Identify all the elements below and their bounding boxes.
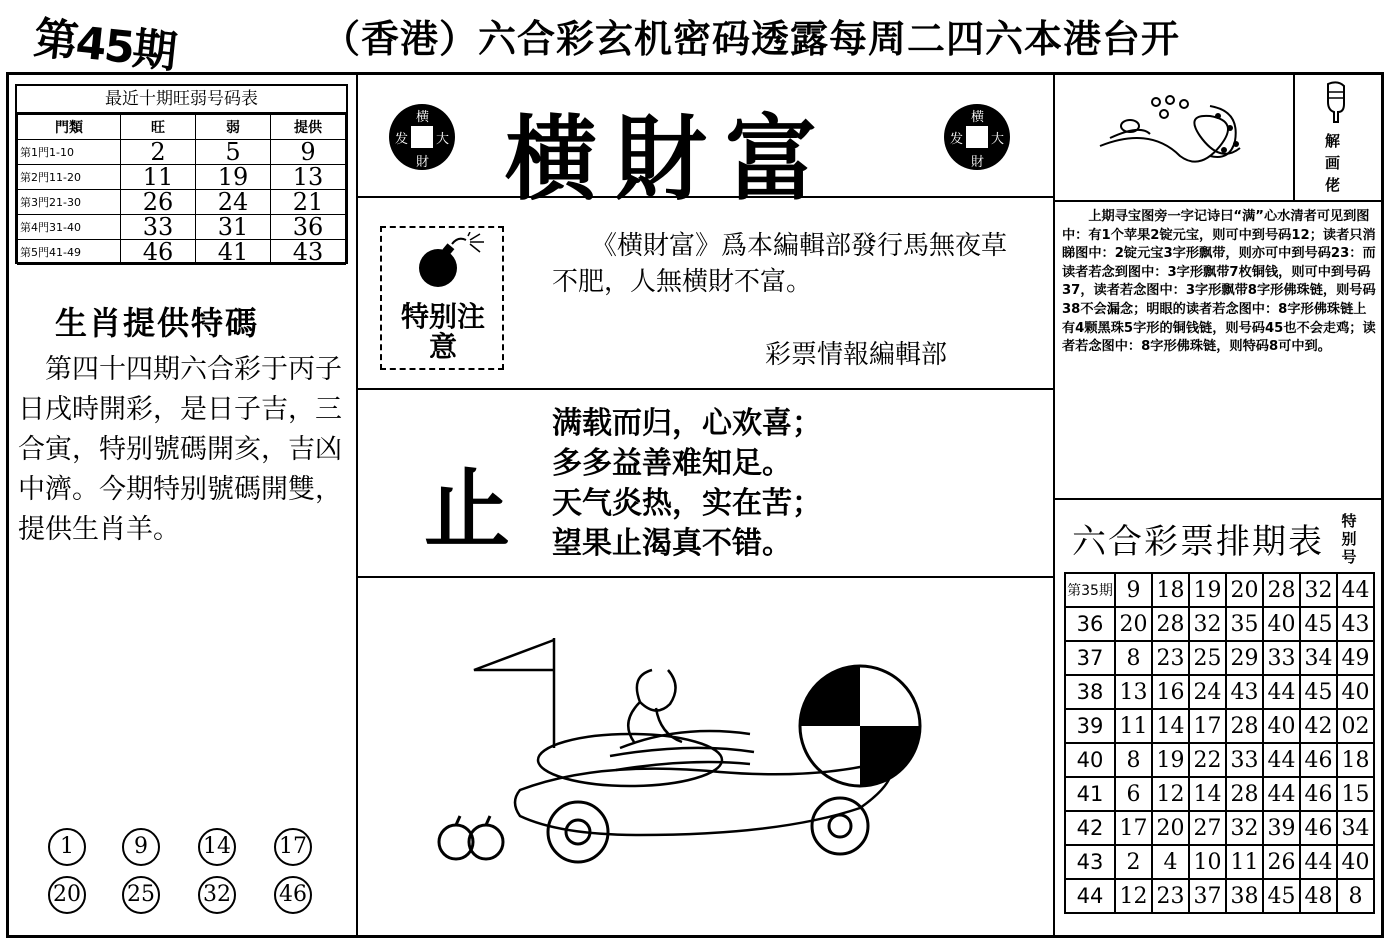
number-cell: 33 [1226,743,1263,777]
special-number-cell: 15 [1337,777,1374,811]
offer-cell: 43 [271,240,346,265]
number-cell: 44 [1263,675,1300,709]
hot-cell: 46 [121,240,196,265]
cold-cell: 41 [196,240,271,265]
col-header: 弱 [196,115,271,140]
schedule-row [1065,675,1374,709]
number-cell: 28 [1226,777,1263,811]
poem-line: 天气炎热，实在苦； [552,486,822,521]
number-ball: 1 [48,828,86,866]
special-number-cell: 44 [1337,573,1374,607]
number-cell: 8 [1115,743,1152,777]
number-cell: 14 [1152,709,1189,743]
special-label: 特别号 [1341,512,1357,566]
period-cell: 40 [1065,743,1115,777]
divider-hint [1293,72,1295,200]
number-cell: 46 [1300,811,1337,845]
number-cell: 44 [1263,743,1300,777]
number-cell: 48 [1300,879,1337,913]
number-cell: 9 [1115,573,1152,607]
period-cell: 39 [1065,709,1115,743]
cold-cell: 5 [196,140,271,165]
period-cell: 43 [1065,845,1115,879]
number-cell: 8 [1115,641,1152,675]
number-cell: 28 [1263,573,1300,607]
range-cell: 第1門1-10 [18,140,121,165]
number-cell: 4 [1152,845,1189,879]
schedule-row [1065,573,1374,607]
period-cell: 38 [1065,675,1115,709]
intro-signature: 彩票情報編輯部 [765,340,948,370]
special-number-cell: 40 [1337,675,1374,709]
hot-cold-grid [17,114,346,265]
offer-cell: 36 [271,215,346,240]
schedule-row [1065,777,1374,811]
number-ball: 25 [122,876,160,914]
number-cell: 19 [1189,573,1226,607]
poem-line: 满载而归，心欢喜； [552,406,822,441]
special-number-cell: 49 [1337,641,1374,675]
issue-number: 第45期 [31,12,178,79]
number-cell: 6 [1115,777,1152,811]
cold-cell: 31 [196,215,271,240]
range-cell: 第4門31-40 [18,215,121,240]
poem-key-char: 止 [424,460,510,560]
riddle-label: 解画佬 [1325,132,1341,194]
number-cell: 32 [1189,607,1226,641]
special-number-cell: 40 [1337,845,1374,879]
special-number-cell: 8 [1337,879,1374,913]
riddle-text: 上期寻宝图旁一字记诗曰“满”心水清者可见到图中：有1个苹果2锭元宝，则可中到号码12；读者只消睇图中：2锭元宝3字形飘带，则亦可中到号码23：而读者若念到图中：3字形飘带7枚铜钱，则可中到号码37，读者若念图中：3字形飘带8字形佛珠链，则号码38不会漏念；明眼的读者若念图中：8字形佛珠链上有4颗黑珠5字形的铜钱链，则号码45也不会走鸡；读者若念图中：8字形佛珠链，则特码8可中到。 [1062,209,1376,355]
range-cell: 第2門11-20 [18,165,121,190]
bomb-icon [414,232,490,294]
poem-line: 多多益善难知足。 [552,446,792,481]
number-cell: 13 [1115,675,1152,709]
schedule-row [1065,879,1374,913]
divider-schedule [1054,498,1384,500]
col-header: 門類 [18,115,121,140]
number-cell: 45 [1300,607,1337,641]
number-cell: 28 [1152,607,1189,641]
poem-line: 望果止渴真不错。 [552,526,792,561]
number-cell: 45 [1263,879,1300,913]
hot-cell: 33 [121,215,196,240]
hot-cell: 2 [121,140,196,165]
number-ball: 32 [198,876,236,914]
divider-notice [357,388,1054,390]
number-cell: 29 [1226,641,1263,675]
number-cell: 44 [1263,777,1300,811]
headline: （香港）六合彩玄机密码透露每周二四六本港台开 [322,17,1181,61]
number-cell: 34 [1300,641,1337,675]
fruit-car-illustration [420,630,940,870]
offer-cell: 21 [271,190,346,215]
number-cell: 32 [1226,811,1263,845]
hot-cell: 11 [121,165,196,190]
schedule-row [1065,641,1374,675]
special-number-cell: 18 [1337,743,1374,777]
poem [552,404,822,564]
number-cell: 33 [1263,641,1300,675]
number-ball: 17 [274,828,312,866]
number-cell: 11 [1115,709,1152,743]
number-cell: 43 [1226,675,1263,709]
number-cell: 20 [1226,573,1263,607]
number-cell: 17 [1189,709,1226,743]
number-ball: 20 [48,876,86,914]
period-cell: 41 [1065,777,1115,811]
coin-icon: 横 大 財 发 [944,104,1010,170]
cold-cell: 19 [196,165,271,190]
period-cell: 37 [1065,641,1115,675]
col-header: 旺 [121,115,196,140]
number-ball: 46 [274,876,312,914]
number-cell: 37 [1189,879,1226,913]
period-cell: 44 [1065,879,1115,913]
intro-text: 《横財富》爲本編輯部發行馬無夜草不肥，人無横財不富。 [552,231,1008,297]
schedule-row [1065,743,1374,777]
cold-cell: 24 [196,190,271,215]
schedule-row [1065,709,1374,743]
number-cell: 23 [1152,879,1189,913]
number-cell: 25 [1189,641,1226,675]
number-cell: 10 [1189,845,1226,879]
divider-left [356,72,358,938]
hot-cold-table [15,84,348,264]
schedule-row [1065,811,1374,845]
number-cell: 35 [1226,607,1263,641]
number-cell: 38 [1226,879,1263,913]
range-cell: 第5門41-49 [18,240,121,265]
number-cell: 17 [1115,811,1152,845]
special-number-cell: 34 [1337,811,1374,845]
number-cell: 19 [1152,743,1189,777]
special-number-cell: 02 [1337,709,1374,743]
schedule-row [1065,607,1374,641]
number-cell: 46 [1300,777,1337,811]
schedule-title: 六合彩票排期表 [1072,522,1324,562]
zodiac-text: 第四十四期六合彩于丙子日戌時開彩，是日子吉，三合寅，特别號碼開亥，吉凶中濟。今期特别號碼開雙，提供生肖羊。 [18,354,342,545]
number-cell: 27 [1189,811,1226,845]
special-number-cell: 43 [1337,607,1374,641]
period-cell: 42 [1065,811,1115,845]
range-cell: 第3門21-30 [18,190,121,215]
number-cell: 40 [1263,607,1300,641]
schedule-table [1064,572,1375,914]
offer-cell: 9 [271,140,346,165]
number-ball: 9 [122,828,160,866]
col-header: 提供 [271,115,346,140]
notice-label: 特别注意 [400,300,485,363]
period-cell: 36 [1065,607,1115,641]
number-cell: 11 [1226,845,1263,879]
banner-title: 横財富 [505,105,836,213]
coin-icon: 横 大 財 发 [389,104,455,170]
number-cell: 45 [1300,675,1337,709]
number-cell: 28 [1226,709,1263,743]
schedule-row [1065,845,1374,879]
period-cell: 第35期 [1065,573,1115,607]
number-cell: 24 [1189,675,1226,709]
number-cell: 42 [1300,709,1337,743]
number-ball: 14 [198,828,236,866]
number-cell: 32 [1300,573,1337,607]
number-cell: 26 [1263,845,1300,879]
divider-poem [357,576,1054,578]
number-cell: 46 [1300,743,1337,777]
number-cell: 39 [1263,811,1300,845]
number-cell: 16 [1152,675,1189,709]
number-cell: 23 [1152,641,1189,675]
zodiac-title: 生肖提供特碼 [55,304,260,342]
number-cell: 20 [1152,811,1189,845]
number-cell: 2 [1115,845,1152,879]
offer-cell: 13 [271,165,346,190]
hot-cell: 26 [121,190,196,215]
hot-cold-title: 最近十期旺弱号码表 [17,86,346,114]
number-cell: 20 [1115,607,1152,641]
number-cell: 14 [1189,777,1226,811]
number-cell: 40 [1263,709,1300,743]
number-cell: 18 [1152,573,1189,607]
riddle-picture [1090,86,1250,176]
pointing-hand-icon [1322,80,1352,124]
divider-riddle [1054,200,1384,202]
number-cell: 12 [1115,879,1152,913]
number-cell: 44 [1300,845,1337,879]
number-cell: 12 [1152,777,1189,811]
number-cell: 22 [1189,743,1226,777]
